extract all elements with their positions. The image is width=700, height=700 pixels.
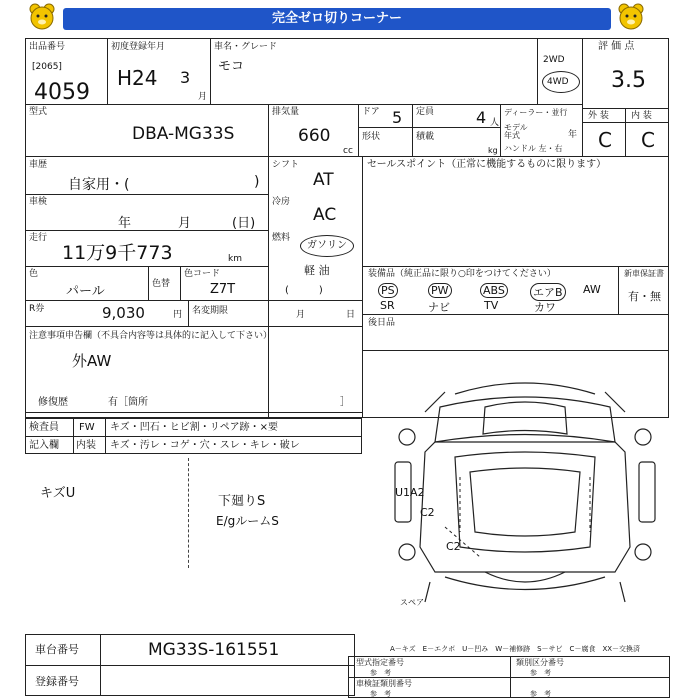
notes-handwritten: 外AW [72, 352, 112, 370]
fuel-diesel: 軽 油 [304, 264, 330, 277]
diagram-mark-3: C2 [446, 540, 461, 553]
model-year-label: モデル年式 [504, 123, 528, 140]
warranty-value: 有・無 [628, 290, 661, 303]
mileage-label: 走行 [29, 233, 48, 243]
lot-sub: [2065] [32, 62, 62, 72]
lot-number: 4059 [34, 80, 90, 105]
drive-2wd: 2WD [543, 55, 565, 65]
lot-label: 出品番号 [29, 42, 66, 52]
reg-deadline-month: 月 [296, 310, 306, 320]
diagram-spare: スペア [400, 598, 424, 607]
color-change-label: 色替 [152, 279, 171, 289]
model-year-unit: 年 [568, 130, 578, 140]
recycle-unit: 円 [173, 310, 183, 320]
color-code-value: Z7T [210, 282, 236, 297]
exterior-label: 外 装 [588, 111, 609, 121]
capacity-value: 4 [476, 108, 487, 127]
registration-label: 登録番号 [35, 675, 79, 688]
reg-deadline-label: 名変期限 [192, 306, 229, 316]
model-value: DBA-MG33S [132, 124, 235, 144]
inspector-row1: キズ・凹石・ヒビ割・リペア跡・×要 [110, 422, 278, 433]
dealer-label: ディーラー・並行 [504, 108, 568, 117]
reg-deadline-day: 日 [346, 310, 356, 320]
first-reg-label: 初度登録年月 [111, 42, 166, 52]
mascot-left [28, 3, 56, 31]
inspector-note-line1: 下廻りS [218, 494, 266, 509]
exterior-value: C [598, 128, 612, 152]
capacity-label: 定員 [416, 107, 435, 117]
inspector-interior: 内装 [76, 440, 96, 451]
first-reg-month-unit: 月 [198, 92, 208, 102]
recycle-value: 9,030 [102, 304, 145, 322]
inspector-label1: 検査員 [29, 422, 59, 433]
displacement-unit: cc [343, 146, 353, 156]
capacity-unit: 人 [490, 118, 500, 128]
recycle-label: R券 [29, 304, 45, 314]
equipment-item: PS [378, 283, 398, 298]
inspector-note-line2: E/gルームS [216, 514, 279, 528]
equipment-item: エアB [530, 283, 566, 301]
inspection-day: (日) [232, 216, 256, 231]
aircon-value: AC [313, 205, 337, 225]
shift-label: シフト [272, 160, 300, 170]
bear-mascot-icon [28, 3, 56, 31]
equipment-item: ABS [480, 283, 508, 298]
header-banner [63, 8, 611, 30]
score-label: 評 価 点 [598, 41, 635, 52]
equipment-item: SR [380, 299, 395, 312]
load-label: 積載 [416, 132, 435, 142]
model-desig-label: 型式指定番号 [356, 658, 404, 667]
handle-label: ハンドル 左・右 [504, 144, 563, 153]
warranty-label: 新車保証書 [624, 269, 664, 278]
inspector-fw: FW [79, 422, 95, 433]
ref-label-3: 参 考 [370, 690, 391, 698]
aircon-label: 冷房 [272, 197, 291, 207]
color-value: パール [66, 284, 105, 299]
inspection-month: 月 [178, 216, 192, 231]
color-code-label: 色コード [184, 269, 221, 279]
history-label: 車歴 [29, 160, 48, 170]
score-value: 3.5 [611, 68, 646, 93]
doors-label: ドア [362, 107, 380, 117]
diagram-mark-2: C2 [420, 506, 435, 519]
interior-label: 内 装 [631, 111, 652, 121]
history-value: 自家用・( [68, 177, 130, 193]
color-label: 色 [29, 269, 39, 279]
class-num-label: 類別区分番号 [516, 658, 564, 667]
inspector-row2: キズ・汚レ・コゲ・穴・スレ・キレ・破レ [110, 440, 300, 451]
car-damage-diagram [385, 372, 670, 617]
legend-text: A－キズ E－エクボ U－凹み W－補修跡 S－サビ C－腐食 XX－交換済 [390, 645, 641, 653]
inspector-note-left: キズU [40, 486, 76, 501]
repair-label: 修復歴 [38, 397, 68, 408]
model-label: 型式 [29, 107, 48, 117]
first-reg-year: H24 [117, 66, 158, 90]
cert-label: 車検証類別番号 [356, 679, 412, 688]
aftermarket-label: 後日品 [368, 318, 396, 328]
mileage-value: 11万9千773 [62, 242, 173, 264]
shift-value: AT [313, 170, 334, 190]
notes-label: 注意事項申告欄（不具合内容等は具体的に記入して下さい） [29, 331, 273, 341]
ref-label-2: 参 考 [530, 669, 551, 677]
load-unit: kg [488, 146, 498, 155]
first-reg-month: 3 [180, 68, 191, 87]
equipment-item: TV [484, 299, 499, 312]
interior-value: C [641, 128, 655, 152]
fuel-paren: ( ) [285, 285, 323, 296]
mascot-right [617, 3, 645, 31]
ref-label-4: 参 考 [530, 690, 551, 698]
repair-value: 有［箇所 [108, 397, 148, 408]
ref-label-1: 参 考 [370, 669, 391, 677]
history-close: ) [254, 174, 260, 190]
displacement-value: 660 [298, 126, 331, 146]
car-name-label: 車名・グレード [214, 42, 278, 52]
diagram-mark-1: U1A2 [395, 486, 425, 499]
repair-close: ］ [340, 397, 350, 408]
sales-points-label: セールスポイント（正常に機能するものに限ります） [367, 159, 607, 170]
inspector-label2: 記入欄 [29, 440, 59, 451]
car-name-value: モコ [218, 59, 245, 74]
body-shape-label: 形状 [362, 132, 381, 142]
inspection-label: 車検 [29, 197, 48, 207]
fuel-label: 燃料 [272, 233, 291, 243]
chassis-label: 車台番号 [35, 643, 79, 656]
equipment-item: ナビ [428, 301, 450, 314]
displacement-label: 排気量 [272, 107, 300, 117]
inspection-year: 年 [118, 216, 132, 231]
fuel-gasoline: ガソリン [307, 240, 347, 251]
bear-mascot-icon [617, 3, 645, 31]
equipment-label: 装備品（純正品に限り○印をつけてください） [368, 269, 556, 279]
drive-4wd: 4WD [547, 77, 569, 87]
equipment-item: カワ [534, 301, 556, 314]
chassis-value: MG33S-161551 [148, 640, 280, 660]
header-title: 完全ゼロ切りコーナー [271, 11, 402, 26]
mileage-unit: km [228, 254, 242, 264]
equipment-item: PW [428, 283, 452, 298]
equipment-item: AW [583, 283, 601, 296]
doors-value: 5 [392, 108, 403, 127]
